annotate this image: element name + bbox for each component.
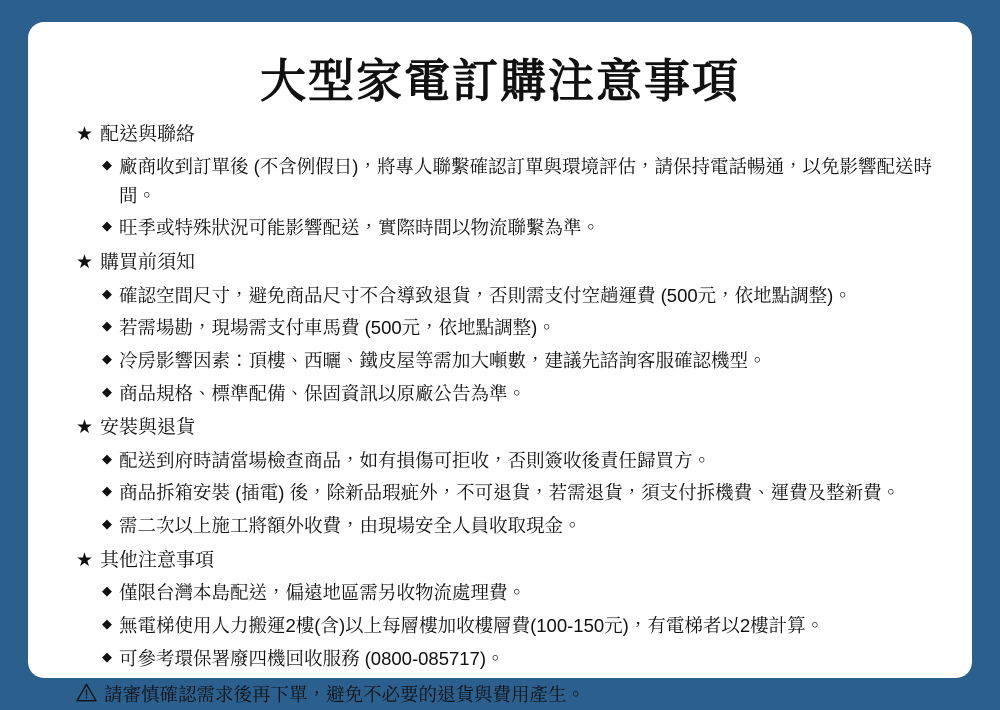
list-item [102,512,942,541]
diamond-bullet-icon: ◆ [102,483,112,499]
notice-card [28,22,972,706]
section-heading-text: 安裝與退貨 [100,417,196,439]
list-item [102,314,942,343]
section-heading-text: 其他注意事項 [100,549,215,571]
diamond-bullet-icon: ◆ [102,383,112,399]
star-icon: ★ [76,417,94,439]
footer-warning-text: 請審慎確認需求後再下單，避免不必要的退貨與費用產生。 [104,684,586,706]
diamond-bullet-icon: ◆ [102,285,112,301]
diamond-bullet-icon: ◆ [102,318,112,334]
list-item-text: 廠商收到訂單後 (不含例假日)，將專人聯繫確認訂單與環境評估，請保持電話暢通，以免影響配送時間。 [119,156,932,206]
section-heading [76,249,942,278]
list-item [102,282,942,311]
diamond-bullet-icon: ◆ [102,157,112,173]
list-item [102,347,942,376]
list-item-text: 冷房影響因素：頂樓、西曬、鐵皮屋等需加大噸數，建議先諮詢客服確認機型。 [119,349,767,371]
warning-icon [76,683,97,702]
list-item-text: 商品拆箱安裝 (插電) 後，除新品瑕疵外，不可退貨，若需退貨，須支付拆機費、運費及整新費。 [119,482,901,504]
diamond-bullet-icon: ◆ [102,516,112,532]
list-item [102,214,942,243]
section-heading-text: 配送與聯絡 [100,123,196,145]
section-heading [76,547,942,576]
list-item-text: 確認空間尺寸，避免商品尺寸不合導致退貨，否則需支付空趟運費 (500元，依地點調整)。 [119,284,852,306]
list-item [102,447,942,476]
list-item-text: 需二次以上施工將額外收費，由現場安全人員收取現金。 [119,515,582,537]
diamond-bullet-icon: ◆ [102,450,112,466]
list-item [102,380,942,409]
diamond-bullet-icon: ◆ [102,648,112,664]
list-item-text: 可參考環保署廢四機回收服務 (0800-085717)。 [119,647,505,669]
list-item-text: 無電梯使用人力搬運2樓(含)以上每層樓加收樓層費(100-150元)，有電梯者以2樓計算。 [119,614,825,636]
notice-sections [58,121,942,674]
star-icon: ★ [76,123,94,145]
section-heading [76,414,942,443]
notice-section [58,121,942,244]
list-item-text: 商品規格、標準配備、保固資訊以原廠公告為準。 [119,382,527,404]
notice-section [58,547,942,674]
list-item [102,579,942,608]
section-heading [76,121,942,150]
diamond-bullet-icon: ◆ [102,218,112,234]
list-item-text: 旺季或特殊狀況可能影響配送，實際時間以物流聯繫為準。 [119,217,601,239]
star-icon: ★ [76,549,94,571]
diamond-bullet-icon: ◆ [102,583,112,599]
diamond-bullet-icon: ◆ [102,615,112,631]
notice-section [58,249,942,408]
list-item [102,153,942,210]
list-item [102,479,942,508]
list-item [102,612,942,641]
page-title: 大型家電訂購注意事項 [260,55,740,107]
diamond-bullet-icon: ◆ [102,350,112,366]
section-heading-text: 購買前須知 [100,252,196,274]
list-item [102,645,942,674]
list-item-text: 僅限台灣本島配送，偏遠地區需另收物流處理費。 [119,582,527,604]
list-item-text: 配送到府時請當場檢查商品，如有損傷可拒收，否則簽收後責任歸買方。 [119,449,712,471]
footer-warning [76,681,942,710]
list-item-text: 若需場勘，現場需支付車馬費 (500元，依地點調整)。 [119,317,556,339]
notice-section [58,414,942,541]
star-icon: ★ [76,252,94,274]
